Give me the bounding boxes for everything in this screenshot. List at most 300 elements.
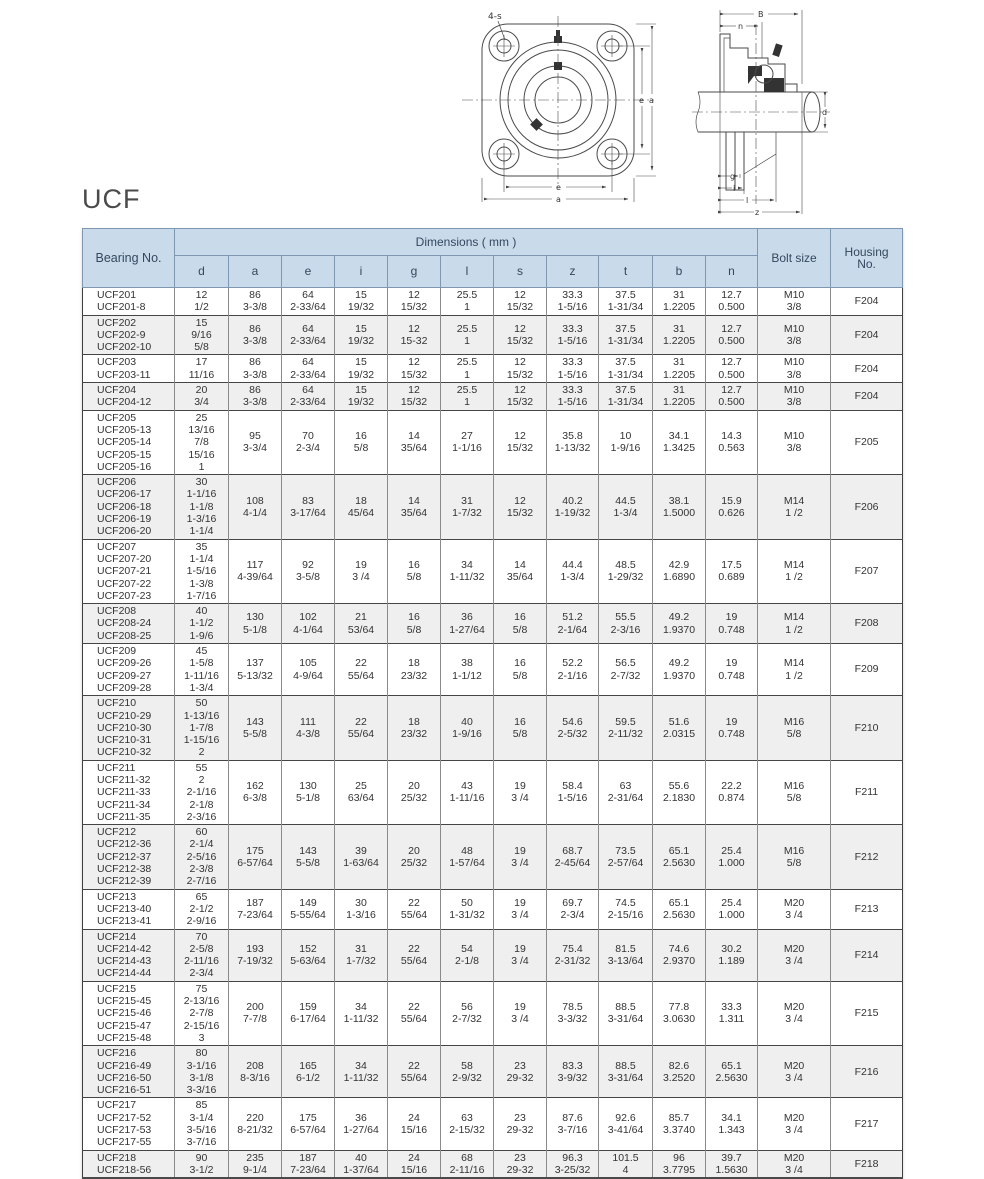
dim-b-cell: 82.6 3.2520	[653, 1046, 706, 1098]
dim-a-cell: 175 6-57/64	[229, 825, 282, 889]
bearing-group-UCF206	[83, 475, 903, 539]
dim-z-cell: 33.3 1-5/16	[547, 315, 599, 355]
dim-s-cell: 12 15/32	[494, 383, 547, 411]
bearing-group-UCF209	[83, 644, 903, 696]
housing-no-cell: F217	[831, 1098, 903, 1150]
bolt-size-cell: M14 1 /2	[758, 604, 831, 644]
side-dim-d: d	[822, 108, 828, 117]
dim-t-cell: 48.5 1-29/32	[599, 539, 653, 603]
dim-b-cell: 31 1.2205	[653, 288, 706, 316]
bolt-size-cell: M10 3/8	[758, 383, 831, 411]
housing-no-cell: F218	[831, 1150, 903, 1178]
dim-d-cell: 45 1-5/8 1-11/16 1-3/4	[175, 644, 229, 696]
housing-no-cell: F204	[831, 288, 903, 316]
dim-n-cell: 12.7 0.500	[706, 288, 758, 316]
dim-d-cell: 75 2-13/16 2-7/8 2-15/16 3	[175, 981, 229, 1045]
housing-no-cell: F210	[831, 696, 903, 760]
front-view-drawing	[458, 8, 660, 204]
side-dim-l: l	[746, 196, 749, 205]
dim-d-cell: 90 3-1/2	[175, 1150, 229, 1178]
dim-z-cell: 52.2 2-1/16	[547, 644, 599, 696]
dim-s-cell: 16 5/8	[494, 604, 547, 644]
dim-e-cell: 111 4-3/8	[282, 696, 335, 760]
bearing-no-cell: UCF216 UCF216-49 UCF216-50 UCF216-51	[97, 1047, 152, 1097]
dim-n-cell: 30.2 1.189	[706, 929, 758, 981]
dim-t-cell: 59.5 2-11/32	[599, 696, 653, 760]
dim-t-cell: 101.5 4	[599, 1150, 653, 1178]
bolt-size-cell: M14 1 /2	[758, 539, 831, 603]
dim-t-cell: 56.5 2-7/32	[599, 644, 653, 696]
dim-a-cell: 108 4-1/4	[229, 475, 282, 539]
bearing-group-UCF214	[83, 929, 903, 981]
bolt-size-cell: M16 5/8	[758, 696, 831, 760]
dim-e-cell: 83 3-17/64	[282, 475, 335, 539]
housing-no-cell: F204	[831, 355, 903, 383]
dim-a-cell: 117 4-39/64	[229, 539, 282, 603]
dim-s-cell: 16 5/8	[494, 644, 547, 696]
dim-i-cell: 15 19/32	[335, 383, 388, 411]
bolt-size-cell: M20 3 /4	[758, 889, 831, 929]
dim-l-cell: 38 1-1/12	[441, 644, 494, 696]
dim-n-cell: 19 0.748	[706, 696, 758, 760]
bearing-no-cell: UCF214 UCF214-42 UCF214-43 UCF214-44	[97, 930, 152, 980]
dim-d-cell: 65 2-1/2 2-9/16	[175, 889, 229, 929]
dim-g-cell: 12 15/32	[388, 383, 441, 411]
dim-t-cell: 74.5 2-15/16	[599, 889, 653, 929]
bolt-size-cell: M14 1 /2	[758, 475, 831, 539]
dim-s-cell: 23 29-32	[494, 1046, 547, 1098]
dim-a-cell: 162 6-3/8	[229, 760, 282, 824]
dim-z-cell: 68.7 2-45/64	[547, 825, 599, 889]
bolt-size-cell: M20 3 /4	[758, 929, 831, 981]
bolt-size-cell: M10 3/8	[758, 355, 831, 383]
bearing-no-cell: UCF209 UCF209-26 UCF209-27 UCF209-28	[97, 645, 152, 694]
dim-t-cell: 63 2-31/64	[599, 760, 653, 824]
bearing-no-cell: UCF218 UCF218-56	[97, 1151, 152, 1176]
dim-g-cell: 12 15/32	[388, 288, 441, 316]
dim-l-cell: 54 2-1/8	[441, 929, 494, 981]
dim-s-cell: 19 3 /4	[494, 760, 547, 824]
dim-e-cell: 70 2-3/4	[282, 410, 335, 474]
dim-d-cell: 50 1-13/16 1-7/8 1-15/16 2	[175, 696, 229, 760]
housing-header-line1: Housing	[844, 244, 889, 259]
dim-t-cell: 37.5 1-31/34	[599, 355, 653, 383]
bolt-size-cell: M16 5/8	[758, 825, 831, 889]
side-dim-z: z	[755, 208, 760, 217]
housing-no-cell: F212	[831, 825, 903, 889]
housing-no-cell: F204	[831, 315, 903, 355]
dim-l-cell: 68 2-11/16	[441, 1150, 494, 1178]
dim-d-cell: 55 2 2-1/16 2-1/8 2-3/16	[175, 760, 229, 824]
bearing-group-UCF212	[83, 825, 903, 889]
bearing-no-cell: UCF204 UCF204-12	[97, 384, 152, 409]
dim-b-cell: 31 1.2205	[653, 315, 706, 355]
dim-i-cell: 25 63/64	[335, 760, 388, 824]
dim-s-cell: 19 3 /4	[494, 929, 547, 981]
bearing-group-UCF213	[83, 889, 903, 929]
dim-z-cell: 58.4 1-5/16	[547, 760, 599, 824]
dim-g-cell: 12 15-32	[388, 315, 441, 355]
dim-d-cell: 17 11/16	[175, 355, 229, 383]
dim-d-cell: 80 3-1/16 3-1/8 3-3/16	[175, 1046, 229, 1098]
dim-z-cell: 33.3 1-5/16	[547, 288, 599, 316]
dim-e-cell: 165 6-1/2	[282, 1046, 335, 1098]
bearing-group-UCF203	[83, 355, 903, 383]
dim-g-cell: 24 15/16	[388, 1150, 441, 1178]
col-header-g: g	[388, 256, 441, 288]
dim-i-cell: 34 1-11/32	[335, 1046, 388, 1098]
bearing-no-cell: UCF201 UCF201-8	[97, 289, 146, 314]
dim-a-cell: 143 5-5/8	[229, 696, 282, 760]
bearing-group-UCF201	[83, 288, 903, 316]
col-header-n: n	[706, 256, 758, 288]
dim-t-cell: 44.5 1-3/4	[599, 475, 653, 539]
dim-i-cell: 40 1-37/64	[335, 1150, 388, 1178]
dim-g-cell: 14 35/64	[388, 410, 441, 474]
dim-b-cell: 49.2 1.9370	[653, 604, 706, 644]
dim-g-cell: 14 35/64	[388, 475, 441, 539]
bolt-size-cell: M20 3 /4	[758, 1046, 831, 1098]
dim-t-cell: 81.5 3-13/64	[599, 929, 653, 981]
side-dim-n: n	[738, 22, 744, 31]
dim-l-cell: 58 2-9/32	[441, 1046, 494, 1098]
bearing-no-cell: UCF211 UCF211-32 UCF211-33 UCF211-34 UCF211-35	[97, 761, 151, 823]
dim-g-cell: 20 25/32	[388, 825, 441, 889]
front-dim-e-right: e	[639, 96, 644, 105]
housing-no-cell: F211	[831, 760, 903, 824]
dim-b-cell: 85.7 3.3740	[653, 1098, 706, 1150]
dim-g-cell: 16 5/8	[388, 604, 441, 644]
dim-b-cell: 77.8 3.0630	[653, 981, 706, 1045]
bearing-group-UCF208	[83, 604, 903, 644]
dim-s-cell: 19 3 /4	[494, 825, 547, 889]
dim-t-cell: 88.5 3-31/64	[599, 981, 653, 1045]
side-view-drawing	[690, 4, 832, 220]
dim-e-cell: 152 5-63/64	[282, 929, 335, 981]
dim-d-cell: 40 1-1/2 1-9/6	[175, 604, 229, 644]
col-header-d: d	[175, 256, 229, 288]
dim-t-cell: 92.6 3-41/64	[599, 1098, 653, 1150]
dim-e-cell: 105 4-9/64	[282, 644, 335, 696]
dim-n-cell: 25.4 1.000	[706, 889, 758, 929]
dim-a-cell: 86 3-3/8	[229, 288, 282, 316]
dim-a-cell: 137 5-13/32	[229, 644, 282, 696]
dim-l-cell: 25.5 1	[441, 288, 494, 316]
bolt-size-cell: M10 3/8	[758, 288, 831, 316]
dim-z-cell: 96.3 3-25/32	[547, 1150, 599, 1178]
dim-n-cell: 33.3 1.311	[706, 981, 758, 1045]
dim-z-cell: 40.2 1-19/32	[547, 475, 599, 539]
housing-no-cell: F209	[831, 644, 903, 696]
housing-no-cell: F205	[831, 410, 903, 474]
col-header-z: z	[547, 256, 599, 288]
dim-d-cell: 20 3/4	[175, 383, 229, 411]
dim-z-cell: 54.6 2-5/32	[547, 696, 599, 760]
bearing-no-cell: UCF207 UCF207-20 UCF207-21 UCF207-22 UCF207-23	[97, 540, 152, 602]
front-dim-a-bottom: a	[556, 195, 561, 204]
dim-e-cell: 64 2-33/64	[282, 315, 335, 355]
dim-n-cell: 39.7 1.5630	[706, 1150, 758, 1178]
dim-a-cell: 187 7-23/64	[229, 889, 282, 929]
dim-z-cell: 78.5 3-3/32	[547, 981, 599, 1045]
bearing-group-UCF211	[83, 760, 903, 824]
dim-i-cell: 21 53/64	[335, 604, 388, 644]
bolt-size-cell: M16 5/8	[758, 760, 831, 824]
dim-z-cell: 35.8 1-13/32	[547, 410, 599, 474]
dim-z-cell: 33.3 1-5/16	[547, 383, 599, 411]
dim-e-cell: 64 2-33/64	[282, 383, 335, 411]
dimensions-table	[82, 228, 903, 1179]
dim-d-cell: 85 3-1/4 3-5/16 3-7/16	[175, 1098, 229, 1150]
dim-d-cell: 70 2-5/8 2-11/16 2-3/4	[175, 929, 229, 981]
dim-e-cell: 149 5-55/64	[282, 889, 335, 929]
dim-t-cell: 73.5 2-57/64	[599, 825, 653, 889]
dim-i-cell: 18 45/64	[335, 475, 388, 539]
dim-g-cell: 18 23/32	[388, 696, 441, 760]
dim-z-cell: 83.3 3-9/32	[547, 1046, 599, 1098]
dim-d-cell: 25 13/16 7/8 15/16 1	[175, 410, 229, 474]
dim-z-cell: 44.4 1-3/4	[547, 539, 599, 603]
front-dim-a-right: a	[649, 96, 654, 105]
housing-no-cell: F215	[831, 981, 903, 1045]
dim-i-cell: 30 1-3/16	[335, 889, 388, 929]
dim-l-cell: 34 1-11/32	[441, 539, 494, 603]
dim-e-cell: 143 5-5/8	[282, 825, 335, 889]
dim-i-cell: 15 19/32	[335, 355, 388, 383]
dim-n-cell: 22.2 0.874	[706, 760, 758, 824]
front-dim-e-bottom: e	[556, 183, 561, 192]
dim-t-cell: 37.5 1-31/34	[599, 288, 653, 316]
col-header-e: e	[282, 256, 335, 288]
dim-n-cell: 12.7 0.500	[706, 355, 758, 383]
dim-n-cell: 19 0.748	[706, 604, 758, 644]
dim-a-cell: 86 3-3/8	[229, 383, 282, 411]
dim-i-cell: 39 1-63/64	[335, 825, 388, 889]
bearing-no-cell: UCF208 UCF208-24 UCF208-25	[97, 605, 152, 642]
col-header-l: l	[441, 256, 494, 288]
dim-i-cell: 15 19/32	[335, 288, 388, 316]
housing-no-cell: F216	[831, 1046, 903, 1098]
dim-s-cell: 16 5/8	[494, 696, 547, 760]
dim-g-cell: 24 15/16	[388, 1098, 441, 1150]
col-header-t: t	[599, 256, 653, 288]
dim-s-cell: 23 29-32	[494, 1150, 547, 1178]
dim-b-cell: 42.9 1.6890	[653, 539, 706, 603]
col-header-bearing-no: Bearing No.	[83, 229, 175, 288]
bearing-group-UCF216	[83, 1046, 903, 1098]
dim-g-cell: 22 55/64	[388, 929, 441, 981]
dim-n-cell: 34.1 1.343	[706, 1098, 758, 1150]
bolt-size-cell: M14 1 /2	[758, 644, 831, 696]
dim-i-cell: 19 3 /4	[335, 539, 388, 603]
bearing-group-UCF204	[83, 383, 903, 411]
dim-a-cell: 130 5-1/8	[229, 604, 282, 644]
dim-b-cell: 55.6 2.1830	[653, 760, 706, 824]
col-header-b: b	[653, 256, 706, 288]
dim-z-cell: 75.4 2-31/32	[547, 929, 599, 981]
dim-l-cell: 48 1-57/64	[441, 825, 494, 889]
bearing-group-UCF202	[83, 315, 903, 355]
dim-t-cell: 10 1-9/16	[599, 410, 653, 474]
dim-e-cell: 102 4-1/64	[282, 604, 335, 644]
page-title: UCF	[82, 184, 141, 214]
col-header-housing-no	[831, 229, 903, 288]
dim-z-cell: 87.6 3-7/16	[547, 1098, 599, 1150]
dim-a-cell: 200 7-7/8	[229, 981, 282, 1045]
dim-a-cell: 235 9-1/4	[229, 1150, 282, 1178]
housing-no-cell: F208	[831, 604, 903, 644]
dim-i-cell: 36 1-27/64	[335, 1098, 388, 1150]
dim-s-cell: 23 29-32	[494, 1098, 547, 1150]
dim-a-cell: 193 7-19/32	[229, 929, 282, 981]
dim-e-cell: 92 3-5/8	[282, 539, 335, 603]
dim-i-cell: 22 55/64	[335, 696, 388, 760]
dim-g-cell: 22 55/64	[388, 981, 441, 1045]
dim-a-cell: 86 3-3/8	[229, 315, 282, 355]
dim-i-cell: 22 55/64	[335, 644, 388, 696]
col-header-bolt-size: Bolt size	[758, 229, 831, 288]
dim-b-cell: 51.6 2.0315	[653, 696, 706, 760]
dim-t-cell: 55.5 2-3/16	[599, 604, 653, 644]
dim-s-cell: 12 15/32	[494, 288, 547, 316]
dim-d-cell: 15 9/16 5/8	[175, 315, 229, 355]
bearing-no-cell: UCF202 UCF202-9 UCF202-10	[97, 316, 152, 354]
bolt-size-cell: M20 3 /4	[758, 1098, 831, 1150]
dim-l-cell: 25.5 1	[441, 383, 494, 411]
table-body	[83, 288, 903, 1179]
dim-l-cell: 31 1-7/32	[441, 475, 494, 539]
dim-l-cell: 63 2-15/32	[441, 1098, 494, 1150]
dim-e-cell: 159 6-17/64	[282, 981, 335, 1045]
col-header-s: s	[494, 256, 547, 288]
dim-s-cell: 14 35/64	[494, 539, 547, 603]
dim-l-cell: 43 1-11/16	[441, 760, 494, 824]
housing-no-cell: F213	[831, 889, 903, 929]
bearing-no-cell: UCF203 UCF203-11	[97, 356, 151, 381]
dim-d-cell: 12 1/2	[175, 288, 229, 316]
dim-i-cell: 34 1-11/32	[335, 981, 388, 1045]
bearing-no-cell: UCF212 UCF212-36 UCF212-37 UCF212-38 UCF212-39	[97, 826, 152, 888]
dim-b-cell: 49.2 1.9370	[653, 644, 706, 696]
dim-i-cell: 16 5/8	[335, 410, 388, 474]
dim-b-cell: 65.1 2.5630	[653, 825, 706, 889]
dim-s-cell: 12 15/32	[494, 315, 547, 355]
dim-d-cell: 60 2-1/4 2-5/16 2-3/8 2-7/16	[175, 825, 229, 889]
bearing-no-cell: UCF215 UCF215-45 UCF215-46 UCF215-47 UCF215-48	[97, 982, 152, 1044]
side-dim-g: g	[730, 172, 736, 181]
dim-l-cell: 40 1-9/16	[441, 696, 494, 760]
dim-e-cell: 187 7-23/64	[282, 1150, 335, 1178]
bearing-group-UCF207	[83, 539, 903, 603]
dim-b-cell: 74.6 2.9370	[653, 929, 706, 981]
dim-s-cell: 12 15/32	[494, 410, 547, 474]
dim-t-cell: 37.5 1-31/34	[599, 383, 653, 411]
bearing-group-UCF210	[83, 696, 903, 760]
col-header-dimensions: Dimensions ( mm )	[175, 229, 758, 256]
table-header	[83, 229, 903, 288]
dim-b-cell: 31 1.2205	[653, 383, 706, 411]
dim-z-cell: 51.2 2-1/64	[547, 604, 599, 644]
housing-no-cell: F207	[831, 539, 903, 603]
dim-n-cell: 25.4 1.000	[706, 825, 758, 889]
bolt-size-cell: M10 3/8	[758, 315, 831, 355]
dim-d-cell: 30 1-1/16 1-1/8 1-3/16 1-1/4	[175, 475, 229, 539]
housing-header-line2: No.	[857, 257, 876, 271]
col-header-i: i	[335, 256, 388, 288]
dim-l-cell: 56 2-7/32	[441, 981, 494, 1045]
dim-n-cell: 17.5 0.689	[706, 539, 758, 603]
dim-l-cell: 27 1-1/16	[441, 410, 494, 474]
dim-s-cell: 12 15/32	[494, 475, 547, 539]
dim-d-cell: 35 1-1/4 1-5/16 1-3/8 1-7/16	[175, 539, 229, 603]
dim-g-cell: 22 55/64	[388, 1046, 441, 1098]
housing-no-cell: F206	[831, 475, 903, 539]
dim-t-cell: 88.5 3-31/64	[599, 1046, 653, 1098]
housing-no-cell: F214	[831, 929, 903, 981]
dim-n-cell: 15.9 0.626	[706, 475, 758, 539]
dim-g-cell: 20 25/32	[388, 760, 441, 824]
dim-a-cell: 220 8-21/32	[229, 1098, 282, 1150]
bearing-no-cell: UCF213 UCF213-40 UCF213-41	[97, 890, 152, 928]
dim-a-cell: 95 3-3/4	[229, 410, 282, 474]
bearing-no-cell: UCF205 UCF205-13 UCF205-14 UCF205-15 UCF205-16	[97, 411, 152, 473]
dim-g-cell: 12 15/32	[388, 355, 441, 383]
dim-g-cell: 22 55/64	[388, 889, 441, 929]
dim-l-cell: 25.5 1	[441, 355, 494, 383]
bearing-group-UCF217	[83, 1098, 903, 1150]
col-header-a: a	[229, 256, 282, 288]
bearing-group-UCF205	[83, 410, 903, 474]
dim-e-cell: 64 2-33/64	[282, 355, 335, 383]
side-dim-i: i	[733, 184, 736, 193]
bolt-size-cell: M20 3 /4	[758, 981, 831, 1045]
dim-b-cell: 34.1 1.3425	[653, 410, 706, 474]
bearing-no-cell: UCF206 UCF206-17 UCF206-18 UCF206-19 UCF206-20	[97, 476, 152, 538]
dim-n-cell: 14.3 0.563	[706, 410, 758, 474]
bearing-group-UCF215	[83, 981, 903, 1045]
dim-i-cell: 15 19/32	[335, 315, 388, 355]
dim-g-cell: 18 23/32	[388, 644, 441, 696]
bolt-size-cell: M10 3/8	[758, 410, 831, 474]
front-bolt-note: 4-s	[488, 12, 502, 22]
dim-s-cell: 12 15/32	[494, 355, 547, 383]
housing-no-cell: F204	[831, 383, 903, 411]
dim-a-cell: 208 8-3/16	[229, 1046, 282, 1098]
dim-l-cell: 50 1-31/32	[441, 889, 494, 929]
dim-l-cell: 25.5 1	[441, 315, 494, 355]
bearing-no-cell: UCF210 UCF210-29 UCF210-30 UCF210-31 UCF210-32	[97, 697, 152, 759]
dim-l-cell: 36 1-27/64	[441, 604, 494, 644]
bearing-no-cell: UCF217 UCF217-52 UCF217-53 UCF217-55	[97, 1099, 152, 1149]
dim-b-cell: 96 3.7795	[653, 1150, 706, 1178]
dim-t-cell: 37.5 1-31/34	[599, 315, 653, 355]
bolt-size-cell: M20 3 /4	[758, 1150, 831, 1178]
dim-z-cell: 33.3 1-5/16	[547, 355, 599, 383]
dim-b-cell: 31 1.2205	[653, 355, 706, 383]
dim-n-cell: 65.1 2.5630	[706, 1046, 758, 1098]
dim-e-cell: 64 2-33/64	[282, 288, 335, 316]
dim-n-cell: 12.7 0.500	[706, 315, 758, 355]
dim-b-cell: 65.1 2.5630	[653, 889, 706, 929]
dim-g-cell: 16 5/8	[388, 539, 441, 603]
dim-e-cell: 130 5-1/8	[282, 760, 335, 824]
dim-b-cell: 38.1 1.5000	[653, 475, 706, 539]
dim-i-cell: 31 1-7/32	[335, 929, 388, 981]
dim-a-cell: 86 3-3/8	[229, 355, 282, 383]
side-dim-B: B	[758, 10, 764, 19]
dim-s-cell: 19 3 /4	[494, 981, 547, 1045]
dim-n-cell: 19 0.748	[706, 644, 758, 696]
